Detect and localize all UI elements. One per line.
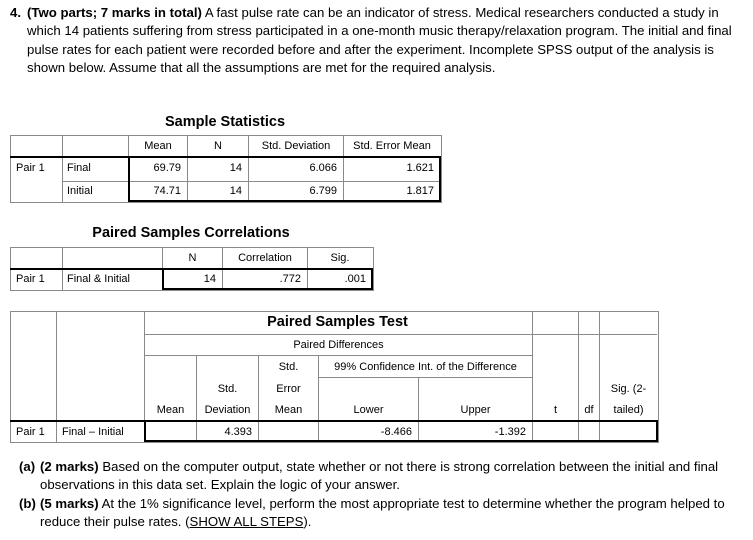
corr-n-value: 14 bbox=[203, 273, 216, 285]
row-label-final: Final bbox=[67, 162, 91, 174]
final-mean: 69.79 bbox=[153, 162, 181, 174]
paired-pair-label: Pair 1 bbox=[16, 426, 45, 438]
paired-se-header-line2: Error bbox=[276, 383, 301, 395]
initial-se: 1.817 bbox=[406, 185, 434, 197]
question-parts bbox=[19, 458, 739, 531]
col-n-header: N bbox=[214, 140, 222, 152]
part-a-marks: (2 marks) bbox=[40, 459, 99, 474]
part-b-underline: SHOW ALL STEPS bbox=[189, 513, 304, 529]
ci-lower-header: Lower bbox=[353, 404, 384, 416]
question-block bbox=[10, 4, 735, 77]
part-b-tag: (b) bbox=[19, 495, 36, 511]
final-sd: 6.066 bbox=[309, 162, 337, 174]
corr-pair-label: Pair 1 bbox=[16, 273, 45, 285]
part-a-text: Based on the computer output, state whether or not there is strong correlation between the initial and final observations in this data set. Explain the logic of your answer. bbox=[40, 459, 719, 493]
t-header: t bbox=[553, 404, 558, 416]
paired-differences-header: Paired Differences bbox=[293, 339, 384, 351]
corr-n-header: N bbox=[188, 252, 197, 264]
question-header: (Two parts; 7 marks in total) bbox=[27, 5, 202, 20]
correlations-title: Paired Samples Correlations bbox=[92, 225, 290, 241]
sig-header-line1: Sig. (2- bbox=[610, 383, 647, 395]
col-sd-header: Std. Deviation bbox=[261, 140, 331, 152]
ci-header: 99% Confidence Int. of the Difference bbox=[334, 361, 517, 373]
question-number: 4. bbox=[10, 5, 21, 20]
sig-header-line2: tailed) bbox=[613, 404, 644, 416]
part-a bbox=[19, 458, 739, 495]
question-text: A fast pulse rate can be an indicator of stress. Medical researchers conducted a study in which 14 patients suffering from stress participated in a one-month music therapy/relaxation program. The initial and final pulse rates for each patient were recorded before and after the experiment. Incomplete SPSS output of the analysis is shown below. Assume that all the assumptions are met for the required analysis. bbox=[27, 5, 732, 75]
paired-row-label: Final – Initial bbox=[62, 426, 124, 438]
corr-sig-value: .001 bbox=[344, 273, 366, 285]
paired-mean-header: Mean bbox=[156, 404, 185, 416]
pair-label: Pair 1 bbox=[16, 162, 45, 174]
corr-sig-header: Sig. bbox=[330, 252, 350, 264]
paired-test-title: Paired Samples Test bbox=[267, 314, 408, 330]
part-b-marks: (5 marks) bbox=[40, 495, 99, 511]
paired-sd-header-line2: Deviation bbox=[204, 404, 251, 416]
row-label-initial: Initial bbox=[67, 185, 93, 197]
corr-correlation-header: Correlation bbox=[238, 252, 292, 264]
initial-mean: 74.71 bbox=[153, 185, 181, 197]
initial-n: 14 bbox=[229, 185, 242, 197]
sample-statistics-title: Sample Statistics bbox=[164, 114, 286, 130]
paired-sd-header-line1: Std. bbox=[217, 383, 238, 395]
final-n: 14 bbox=[229, 162, 242, 174]
col-mean-header: Mean bbox=[144, 140, 172, 152]
ci-lower-value: -8.466 bbox=[380, 426, 412, 438]
initial-sd: 6.799 bbox=[309, 185, 337, 197]
part-b bbox=[19, 495, 739, 532]
corr-correlation-value: .772 bbox=[279, 273, 301, 285]
part-b-text: At the 1% significance level, perform the most appropriate test to determine whether the program helped to reduce their pulse rates. ( bbox=[40, 495, 725, 529]
paired-se-header-line1: Std. bbox=[278, 361, 299, 373]
ci-upper-value: -1.392 bbox=[494, 426, 526, 438]
ci-upper-header: Upper bbox=[460, 404, 491, 416]
paired-sd-value: 4.393 bbox=[224, 426, 252, 438]
col-se-header: Std. Error Mean bbox=[353, 140, 431, 152]
corr-row-label: Final & Initial bbox=[67, 273, 130, 285]
df-header: df bbox=[584, 404, 594, 416]
part-b-end: ). bbox=[303, 513, 312, 529]
final-se: 1.621 bbox=[406, 162, 434, 174]
paired-se-header-line3: Mean bbox=[274, 404, 303, 416]
part-a-tag: (a) bbox=[19, 459, 36, 474]
